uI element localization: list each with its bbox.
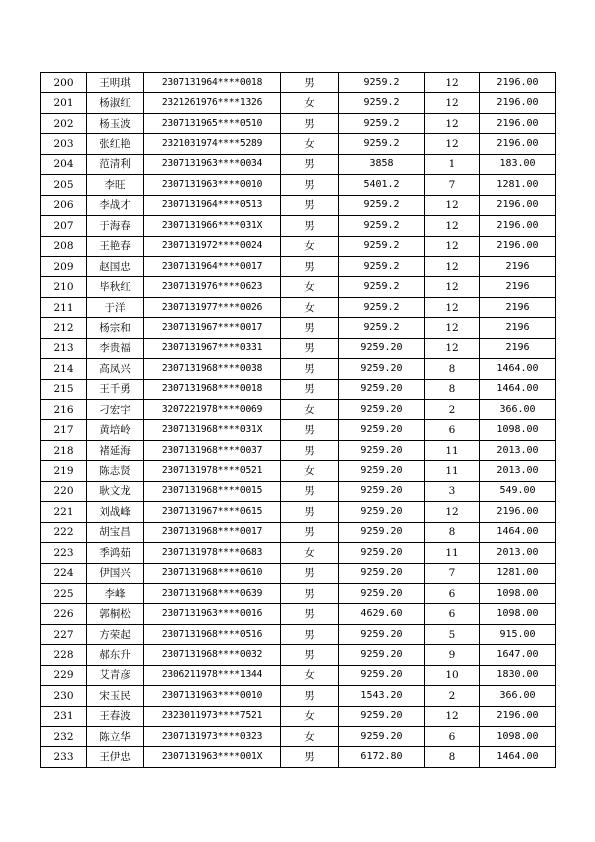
records-table-body	[41, 73, 556, 768]
person-name-cell: 李战才	[87, 195, 144, 215]
months-cell: 12	[425, 216, 480, 236]
row-number-cell: 216	[41, 400, 87, 420]
months-cell: 12	[425, 318, 480, 338]
base-amount-cell: 9259.2	[339, 297, 425, 317]
row-number-cell: 233	[41, 747, 87, 767]
row-number-cell: 208	[41, 236, 87, 256]
row-number-cell: 217	[41, 420, 87, 440]
id-number-cell: 2307131968****0639	[144, 583, 281, 603]
base-amount-cell: 9259.20	[339, 481, 425, 501]
base-amount-cell: 9259.20	[339, 563, 425, 583]
base-amount-cell: 9259.20	[339, 400, 425, 420]
months-cell: 8	[425, 747, 480, 767]
months-cell: 12	[425, 277, 480, 297]
id-number-cell: 2307131963****0010	[144, 686, 281, 706]
row-number-cell: 204	[41, 154, 87, 174]
table-row	[41, 236, 556, 256]
gender-cell: 男	[281, 318, 339, 338]
base-amount-cell: 9259.20	[339, 645, 425, 665]
months-cell: 12	[425, 297, 480, 317]
row-number-cell: 202	[41, 113, 87, 133]
person-name-cell: 高凤兴	[87, 359, 144, 379]
person-name-cell: 耿文龙	[87, 481, 144, 501]
table-row	[41, 543, 556, 563]
subsidy-amount-cell: 1098.00	[480, 583, 556, 603]
months-cell: 8	[425, 359, 480, 379]
gender-cell: 女	[281, 543, 339, 563]
subsidy-amount-cell: 366.00	[480, 686, 556, 706]
person-name-cell: 褚延海	[87, 440, 144, 460]
base-amount-cell: 9259.20	[339, 420, 425, 440]
months-cell: 6	[425, 420, 480, 440]
id-number-cell: 2307131973****0323	[144, 727, 281, 747]
row-number-cell: 226	[41, 604, 87, 624]
subsidy-amount-cell: 2196.00	[480, 134, 556, 154]
months-cell: 12	[425, 113, 480, 133]
months-cell: 5	[425, 624, 480, 644]
table-row	[41, 624, 556, 644]
gender-cell: 男	[281, 747, 339, 767]
person-name-cell: 刁宏宇	[87, 400, 144, 420]
id-number-cell: 2323011973****7521	[144, 706, 281, 726]
table-row	[41, 522, 556, 542]
row-number-cell: 225	[41, 583, 87, 603]
table-row	[41, 216, 556, 236]
person-name-cell: 王伊忠	[87, 747, 144, 767]
id-number-cell: 2307131968****0018	[144, 379, 281, 399]
subsidy-amount-cell: 2196.00	[480, 73, 556, 93]
subsidy-amount-cell: 2196	[480, 338, 556, 358]
person-name-cell: 李旺	[87, 175, 144, 195]
row-number-cell: 210	[41, 277, 87, 297]
gender-cell: 男	[281, 522, 339, 542]
base-amount-cell: 9259.2	[339, 236, 425, 256]
months-cell: 12	[425, 256, 480, 276]
person-name-cell: 季鸿茹	[87, 543, 144, 563]
row-number-cell: 203	[41, 134, 87, 154]
table-row	[41, 502, 556, 522]
person-name-cell: 张红艳	[87, 134, 144, 154]
id-number-cell: 2307131963****0010	[144, 175, 281, 195]
gender-cell: 女	[281, 400, 339, 420]
base-amount-cell: 9259.2	[339, 277, 425, 297]
gender-cell: 男	[281, 686, 339, 706]
gender-cell: 男	[281, 195, 339, 215]
table-row	[41, 400, 556, 420]
row-number-cell: 231	[41, 706, 87, 726]
person-name-cell: 胡宝昌	[87, 522, 144, 542]
gender-cell: 男	[281, 502, 339, 522]
base-amount-cell: 9259.2	[339, 73, 425, 93]
gender-cell: 女	[281, 727, 339, 747]
subsidy-amount-cell: 2196.00	[480, 216, 556, 236]
base-amount-cell: 9259.20	[339, 338, 425, 358]
person-name-cell: 艾青彦	[87, 665, 144, 685]
person-name-cell: 于洋	[87, 297, 144, 317]
id-number-cell: 2307131963****0016	[144, 604, 281, 624]
person-name-cell: 宋玉民	[87, 686, 144, 706]
subsidy-amount-cell: 183.00	[480, 154, 556, 174]
row-number-cell: 211	[41, 297, 87, 317]
row-number-cell: 227	[41, 624, 87, 644]
months-cell: 7	[425, 563, 480, 583]
base-amount-cell: 9259.20	[339, 624, 425, 644]
subsidy-amount-cell: 2196	[480, 277, 556, 297]
id-number-cell: 2307131968****0032	[144, 645, 281, 665]
row-number-cell: 220	[41, 481, 87, 501]
base-amount-cell: 9259.20	[339, 359, 425, 379]
months-cell: 2	[425, 686, 480, 706]
row-number-cell: 206	[41, 195, 87, 215]
id-number-cell: 2307131966****031X	[144, 216, 281, 236]
table-row	[41, 134, 556, 154]
table-row	[41, 481, 556, 501]
months-cell: 12	[425, 706, 480, 726]
person-name-cell: 范清利	[87, 154, 144, 174]
base-amount-cell: 9259.20	[339, 543, 425, 563]
subsidy-amount-cell: 2196	[480, 256, 556, 276]
table-row	[41, 297, 556, 317]
row-number-cell: 205	[41, 175, 87, 195]
row-number-cell: 221	[41, 502, 87, 522]
table-row	[41, 686, 556, 706]
months-cell: 3	[425, 481, 480, 501]
table-row	[41, 727, 556, 747]
base-amount-cell: 9259.20	[339, 379, 425, 399]
row-number-cell: 209	[41, 256, 87, 276]
id-number-cell: 2307131967****0017	[144, 318, 281, 338]
id-number-cell: 2307131967****0615	[144, 502, 281, 522]
gender-cell: 男	[281, 359, 339, 379]
person-name-cell: 郝东升	[87, 645, 144, 665]
row-number-cell: 213	[41, 338, 87, 358]
months-cell: 8	[425, 379, 480, 399]
gender-cell: 女	[281, 236, 339, 256]
id-number-cell: 2307131963****0034	[144, 154, 281, 174]
gender-cell: 女	[281, 706, 339, 726]
subsidy-amount-cell: 2196.00	[480, 113, 556, 133]
row-number-cell: 229	[41, 665, 87, 685]
row-number-cell: 215	[41, 379, 87, 399]
subsidy-amount-cell: 1281.00	[480, 563, 556, 583]
records-table	[40, 72, 556, 768]
row-number-cell: 224	[41, 563, 87, 583]
gender-cell: 女	[281, 277, 339, 297]
subsidy-amount-cell: 1464.00	[480, 379, 556, 399]
months-cell: 12	[425, 195, 480, 215]
person-name-cell: 杨宗和	[87, 318, 144, 338]
id-number-cell: 2307131965****0510	[144, 113, 281, 133]
person-name-cell: 方荣起	[87, 624, 144, 644]
months-cell: 12	[425, 338, 480, 358]
subsidy-amount-cell: 1830.00	[480, 665, 556, 685]
base-amount-cell: 3858	[339, 154, 425, 174]
row-number-cell: 219	[41, 461, 87, 481]
row-number-cell: 218	[41, 440, 87, 460]
id-number-cell: 2307131972****0024	[144, 236, 281, 256]
subsidy-amount-cell: 1281.00	[480, 175, 556, 195]
months-cell: 11	[425, 440, 480, 460]
subsidy-amount-cell: 2196.00	[480, 195, 556, 215]
gender-cell: 男	[281, 481, 339, 501]
id-number-cell: 2307131968****0516	[144, 624, 281, 644]
id-number-cell: 2321261976****1326	[144, 93, 281, 113]
gender-cell: 男	[281, 624, 339, 644]
id-number-cell: 2307131977****0026	[144, 297, 281, 317]
table-row	[41, 379, 556, 399]
gender-cell: 男	[281, 73, 339, 93]
id-number-cell: 2307131978****0683	[144, 543, 281, 563]
subsidy-amount-cell: 2196	[480, 318, 556, 338]
base-amount-cell: 4629.60	[339, 604, 425, 624]
base-amount-cell: 9259.20	[339, 583, 425, 603]
table-row	[41, 461, 556, 481]
gender-cell: 男	[281, 256, 339, 276]
months-cell: 12	[425, 502, 480, 522]
row-number-cell: 201	[41, 93, 87, 113]
table-row	[41, 338, 556, 358]
table-row	[41, 747, 556, 767]
gender-cell: 男	[281, 645, 339, 665]
table-row	[41, 583, 556, 603]
table-row	[41, 665, 556, 685]
person-name-cell: 李贵福	[87, 338, 144, 358]
id-number-cell: 2307131976****0623	[144, 277, 281, 297]
months-cell: 8	[425, 522, 480, 542]
person-name-cell: 黄培岭	[87, 420, 144, 440]
row-number-cell: 232	[41, 727, 87, 747]
person-name-cell: 杨淑红	[87, 93, 144, 113]
subsidy-amount-cell: 2013.00	[480, 543, 556, 563]
table-row	[41, 604, 556, 624]
subsidy-amount-cell: 1464.00	[480, 747, 556, 767]
row-number-cell: 214	[41, 359, 87, 379]
base-amount-cell: 1543.20	[339, 686, 425, 706]
base-amount-cell: 9259.20	[339, 522, 425, 542]
person-name-cell: 伊国兴	[87, 563, 144, 583]
months-cell: 11	[425, 461, 480, 481]
subsidy-amount-cell: 2013.00	[480, 461, 556, 481]
person-name-cell: 王艳春	[87, 236, 144, 256]
gender-cell: 男	[281, 113, 339, 133]
table-row	[41, 154, 556, 174]
gender-cell: 男	[281, 154, 339, 174]
subsidy-amount-cell: 1464.00	[480, 359, 556, 379]
person-name-cell: 陈立华	[87, 727, 144, 747]
months-cell: 10	[425, 665, 480, 685]
subsidy-amount-cell: 2196.00	[480, 502, 556, 522]
row-number-cell: 223	[41, 543, 87, 563]
person-name-cell: 陈志贤	[87, 461, 144, 481]
subsidy-amount-cell: 2196	[480, 297, 556, 317]
months-cell: 2	[425, 400, 480, 420]
base-amount-cell: 9259.2	[339, 216, 425, 236]
person-name-cell: 刘战峰	[87, 502, 144, 522]
id-number-cell: 2307131968****0015	[144, 481, 281, 501]
table-row	[41, 113, 556, 133]
person-name-cell: 毕秋红	[87, 277, 144, 297]
months-cell: 6	[425, 727, 480, 747]
row-number-cell: 200	[41, 73, 87, 93]
base-amount-cell: 9259.2	[339, 93, 425, 113]
subsidy-amount-cell: 549.00	[480, 481, 556, 501]
gender-cell: 男	[281, 420, 339, 440]
id-number-cell: 2307131963****001X	[144, 747, 281, 767]
row-number-cell: 222	[41, 522, 87, 542]
id-number-cell: 2307131968****0017	[144, 522, 281, 542]
months-cell: 6	[425, 604, 480, 624]
subsidy-amount-cell: 1464.00	[480, 522, 556, 542]
subsidy-amount-cell: 2196.00	[480, 93, 556, 113]
table-row	[41, 256, 556, 276]
base-amount-cell: 9259.20	[339, 706, 425, 726]
months-cell: 11	[425, 543, 480, 563]
id-number-cell: 2306211978****1344	[144, 665, 281, 685]
table-row	[41, 440, 556, 460]
table-row	[41, 73, 556, 93]
months-cell: 12	[425, 73, 480, 93]
subsidy-amount-cell: 915.00	[480, 624, 556, 644]
base-amount-cell: 5401.2	[339, 175, 425, 195]
table-row	[41, 175, 556, 195]
gender-cell: 男	[281, 440, 339, 460]
table-row	[41, 277, 556, 297]
gender-cell: 男	[281, 563, 339, 583]
base-amount-cell: 9259.20	[339, 502, 425, 522]
base-amount-cell: 9259.2	[339, 134, 425, 154]
subsidy-amount-cell: 1098.00	[480, 604, 556, 624]
row-number-cell: 212	[41, 318, 87, 338]
base-amount-cell: 9259.20	[339, 440, 425, 460]
person-name-cell: 王千勇	[87, 379, 144, 399]
gender-cell: 男	[281, 604, 339, 624]
gender-cell: 男	[281, 175, 339, 195]
table-row	[41, 93, 556, 113]
gender-cell: 女	[281, 665, 339, 685]
base-amount-cell: 6172.80	[339, 747, 425, 767]
months-cell: 9	[425, 645, 480, 665]
subsidy-amount-cell: 1647.00	[480, 645, 556, 665]
base-amount-cell: 9259.20	[339, 665, 425, 685]
subsidy-amount-cell: 366.00	[480, 400, 556, 420]
id-number-cell: 2307131964****0513	[144, 195, 281, 215]
months-cell: 7	[425, 175, 480, 195]
id-number-cell: 2321031974****5289	[144, 134, 281, 154]
row-number-cell: 230	[41, 686, 87, 706]
base-amount-cell: 9259.2	[339, 256, 425, 276]
gender-cell: 女	[281, 461, 339, 481]
id-number-cell: 2307131968****0037	[144, 440, 281, 460]
gender-cell: 女	[281, 93, 339, 113]
person-name-cell: 杨玉波	[87, 113, 144, 133]
gender-cell: 女	[281, 134, 339, 154]
person-name-cell: 王明琪	[87, 73, 144, 93]
base-amount-cell: 9259.2	[339, 113, 425, 133]
base-amount-cell: 9259.2	[339, 195, 425, 215]
subsidy-amount-cell: 1098.00	[480, 727, 556, 747]
table-row	[41, 195, 556, 215]
subsidy-amount-cell: 1098.00	[480, 420, 556, 440]
table-row	[41, 318, 556, 338]
gender-cell: 男	[281, 583, 339, 603]
row-number-cell: 228	[41, 645, 87, 665]
id-number-cell: 2307131978****0521	[144, 461, 281, 481]
id-number-cell: 3207221978****0069	[144, 400, 281, 420]
table-row	[41, 420, 556, 440]
months-cell: 12	[425, 236, 480, 256]
table-row	[41, 645, 556, 665]
table-row	[41, 706, 556, 726]
id-number-cell: 2307131968****0610	[144, 563, 281, 583]
months-cell: 6	[425, 583, 480, 603]
id-number-cell: 2307131968****0038	[144, 359, 281, 379]
months-cell: 12	[425, 134, 480, 154]
person-name-cell: 王春波	[87, 706, 144, 726]
id-number-cell: 2307131964****0018	[144, 73, 281, 93]
person-name-cell: 李峰	[87, 583, 144, 603]
row-number-cell: 207	[41, 216, 87, 236]
gender-cell: 男	[281, 379, 339, 399]
base-amount-cell: 9259.2	[339, 318, 425, 338]
subsidy-amount-cell: 2013.00	[480, 440, 556, 460]
person-name-cell: 郭桐松	[87, 604, 144, 624]
table-row	[41, 563, 556, 583]
gender-cell: 女	[281, 297, 339, 317]
months-cell: 12	[425, 93, 480, 113]
months-cell: 1	[425, 154, 480, 174]
base-amount-cell: 9259.20	[339, 727, 425, 747]
table-row	[41, 359, 556, 379]
id-number-cell: 2307131967****0331	[144, 338, 281, 358]
id-number-cell: 2307131968****031X	[144, 420, 281, 440]
person-name-cell: 赵国忠	[87, 256, 144, 276]
subsidy-amount-cell: 2196.00	[480, 706, 556, 726]
person-name-cell: 于海春	[87, 216, 144, 236]
subsidy-amount-cell: 2196.00	[480, 236, 556, 256]
id-number-cell: 2307131964****0017	[144, 256, 281, 276]
gender-cell: 男	[281, 216, 339, 236]
gender-cell: 男	[281, 338, 339, 358]
base-amount-cell: 9259.20	[339, 461, 425, 481]
